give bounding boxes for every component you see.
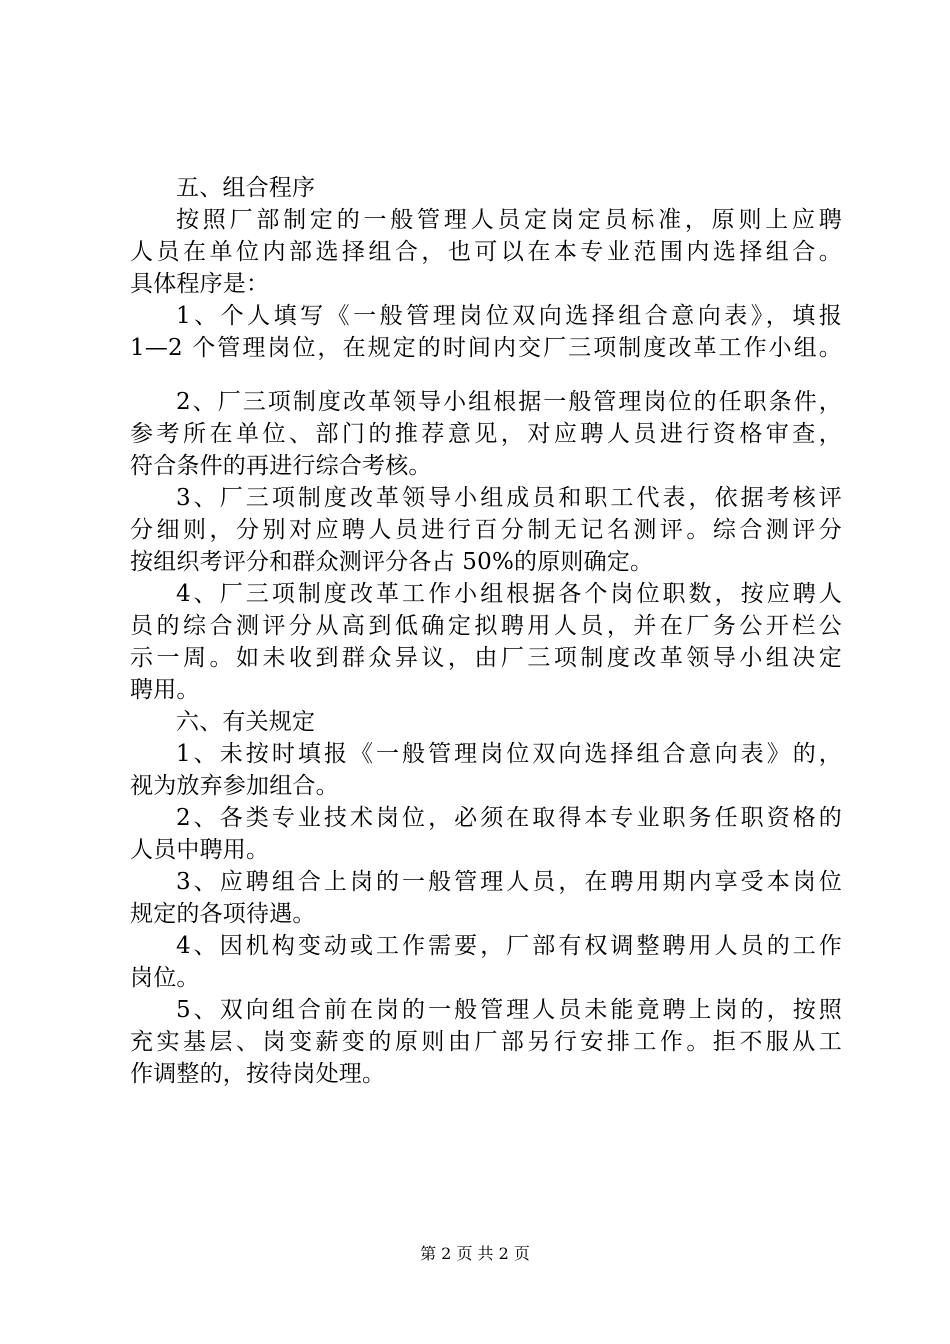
paragraph-line: 规定的各项待遇。 (130, 901, 316, 927)
paragraph-line: 参考所在单位、部门的推荐意见，对应聘人员进行资格审查， (130, 421, 842, 447)
paragraph-line: 按组织考评分和群众测评分各占 50%的原则确定。 (130, 549, 654, 575)
document-body (130, 172, 842, 1090)
section-heading: 六、有关规定 (176, 709, 316, 735)
paragraph-line: 2、厂三项制度改革领导小组根据一般管理岗位的任职条件， (176, 389, 842, 415)
paragraph-line: 1、个人填写《一般管理岗位双向选择组合意向表》，填报 (176, 303, 842, 329)
paragraph-line: 岗位。 (130, 965, 200, 991)
paragraph-line: 2、各类专业技术岗位，必须在取得本专业职务任职资格的 (176, 805, 842, 831)
paragraph-line: 3、应聘组合上岗的一般管理人员，在聘用期内享受本岗位 (176, 869, 842, 895)
paragraph-line: 人员中聘用。 (130, 837, 270, 863)
paragraph-line: 4、因机构变动或工作需要，厂部有权调整聘用人员的工作 (176, 933, 842, 959)
paragraph-line: 符合条件的再进行综合考核。 (130, 453, 432, 479)
paragraph-line: 视为放弃参加组合。 (130, 773, 339, 799)
paragraph-line: 作调整的，按待岗处理。 (130, 1061, 386, 1087)
paragraph-line: 分细则，分别对应聘人员进行百分制无记名测评。综合测评分 (130, 517, 842, 543)
paragraph-line: 1、未按时填报《一般管理岗位双向选择组合意向表》的， (176, 741, 842, 767)
paragraph-line: 1—2 个管理岗位，在规定的时间内交厂三项制度改革工作小组。 (130, 335, 842, 361)
paragraph-line: 具体程序是： (130, 271, 270, 297)
paragraph-line: 员的综合测评分从高到低确定拟聘用人员，并在厂务公开栏公 (130, 613, 842, 639)
paragraph-gap (130, 364, 842, 386)
page-number-footer: 第 2 页 共 2 页 (420, 1244, 530, 1263)
paragraph-line: 充实基层、岗变薪变的原则由厂部另行安排工作。拒不服从工 (130, 1029, 842, 1055)
paragraph-line: 示一周。如未收到群众异议，由厂三项制度改革领导小组决定 (130, 645, 842, 671)
paragraph-line: 4、厂三项制度改革工作小组根据各个岗位职数，按应聘人 (176, 581, 842, 607)
paragraph-line: 5、双向组合前在岗的一般管理人员未能竟聘上岗的，按照 (176, 997, 842, 1023)
paragraph-line: 人员在单位内部选择组合，也可以在本专业范围内选择组合。 (130, 239, 842, 265)
section-heading: 五、组合程序 (176, 175, 316, 201)
paragraph-line: 按照厂部制定的一般管理人员定岗定员标准，原则上应聘 (176, 207, 842, 233)
paragraph-line: 聘用。 (130, 677, 200, 703)
paragraph-line: 3、厂三项制度改革领导小组成员和职工代表，依据考核评 (176, 485, 842, 511)
